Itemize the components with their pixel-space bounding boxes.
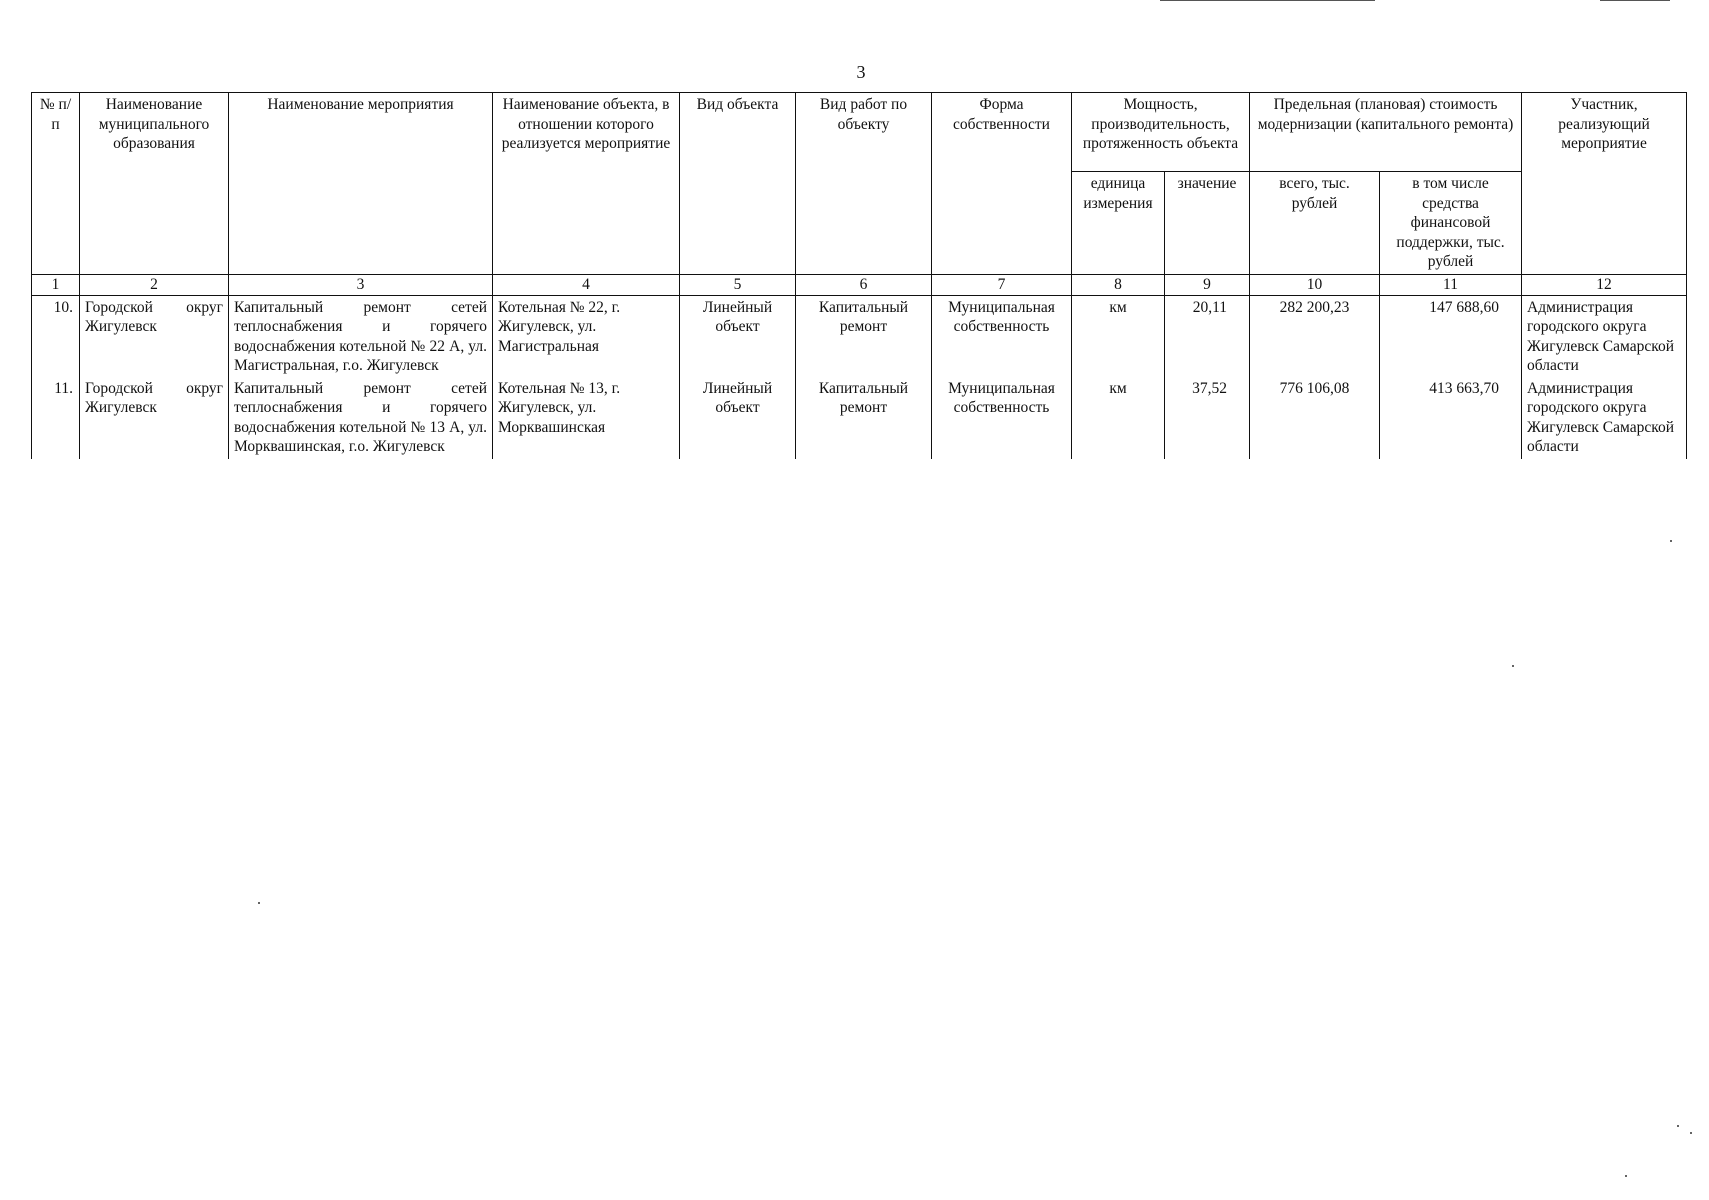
object-type-cell: Линейный объект [680, 378, 796, 459]
column-number: 12 [1522, 274, 1687, 295]
header-municipality: Наименование муниципального образования [80, 93, 229, 275]
object-cell: Котельная № 22, г. Жигулевск, ул. Магистральная [493, 295, 680, 378]
header-cost-support: в том числе средства финансовой поддержки, тыс. рублей [1380, 172, 1522, 275]
scan-artifact-dot [1512, 665, 1514, 667]
header-capacity: Мощность, производительность, протяженность объекта [1072, 93, 1250, 172]
scan-artifact-line [1275, 0, 1375, 1]
unit-cell: км [1072, 378, 1165, 459]
column-number: 2 [80, 274, 229, 295]
header-object: Наименование объекта, в отношении которого реализуется мероприятие [493, 93, 680, 275]
scan-artifact-dot [1625, 1175, 1627, 1177]
column-number: 1 [32, 274, 80, 295]
column-number: 3 [229, 274, 493, 295]
table-header [32, 93, 1687, 296]
scan-artifact-dot [1690, 1132, 1692, 1134]
scan-artifact-line [1160, 0, 1275, 1]
header-cost: Предельная (плановая) стоимость модернизации (капитального ремонта) [1250, 93, 1522, 172]
header-participant: Участник, реализующий мероприятие [1522, 93, 1687, 275]
event-cell: Капитальный ремонт сетей теплоснабжения и горячего водоснабжения котельной № 13 А, ул. Морквашинская, г.о. Жигулевск [229, 378, 493, 459]
participant-cell: Администрация городского округа Жигулевск Самарской области [1522, 295, 1687, 378]
column-number: 11 [1380, 274, 1522, 295]
cost-support-cell: 147 688,60 [1380, 295, 1522, 378]
object-cell: Котельная № 13, г. Жигулевск, ул. Морквашинская [493, 378, 680, 459]
row-number: 11. [32, 378, 80, 459]
work-type-cell: Капитальный ремонт [796, 378, 932, 459]
page-number: 3 [856, 62, 866, 82]
column-number: 7 [932, 274, 1072, 295]
ownership-cell: Муниципальная собственность [932, 378, 1072, 459]
column-number: 10 [1250, 274, 1380, 295]
table-body [32, 295, 1687, 459]
cost-total-cell: 282 200,23 [1250, 295, 1380, 378]
column-number: 6 [796, 274, 932, 295]
header-value: значение [1165, 172, 1250, 275]
header-work-type: Вид работ по объекту [796, 93, 932, 275]
cost-total-cell: 776 106,08 [1250, 378, 1380, 459]
events-table [31, 92, 1687, 459]
column-number: 4 [493, 274, 680, 295]
header-event: Наименование мероприятия [229, 93, 493, 275]
table-row [32, 295, 1687, 378]
scan-artifact-dot [258, 902, 260, 904]
municipality-cell: Городской округ Жигулевск [80, 295, 229, 378]
value-cell: 37,52 [1165, 378, 1250, 459]
header-ownership: Форма собственности [932, 93, 1072, 275]
column-number: 5 [680, 274, 796, 295]
ownership-cell: Муниципальная собственность [932, 295, 1072, 378]
unit-cell: км [1072, 295, 1165, 378]
cost-support-cell: 413 663,70 [1380, 378, 1522, 459]
scan-artifact-dot [1670, 540, 1672, 542]
column-number: 9 [1165, 274, 1250, 295]
header-no: № п/п [32, 93, 80, 275]
event-cell: Капитальный ремонт сетей теплоснабжения и горячего водоснабжения котельной № 22 А, ул. Магистральная, г.о. Жигулевск [229, 295, 493, 378]
header-object-type: Вид объекта [680, 93, 796, 275]
value-cell: 20,11 [1165, 295, 1250, 378]
scan-artifact-dot [1677, 1125, 1679, 1127]
work-type-cell: Капитальный ремонт [796, 295, 932, 378]
header-cost-total: всего, тыс. рублей [1250, 172, 1380, 275]
column-numbers-row [32, 274, 1687, 295]
row-number: 10. [32, 295, 80, 378]
table-row [32, 378, 1687, 459]
municipality-cell: Городской округ Жигулевск [80, 378, 229, 459]
scan-artifact-line [1600, 0, 1670, 1]
object-type-cell: Линейный объект [680, 295, 796, 378]
header-unit: единица измерения [1072, 172, 1165, 275]
participant-cell: Администрация городского округа Жигулевск Самарской области [1522, 378, 1687, 459]
column-number: 8 [1072, 274, 1165, 295]
